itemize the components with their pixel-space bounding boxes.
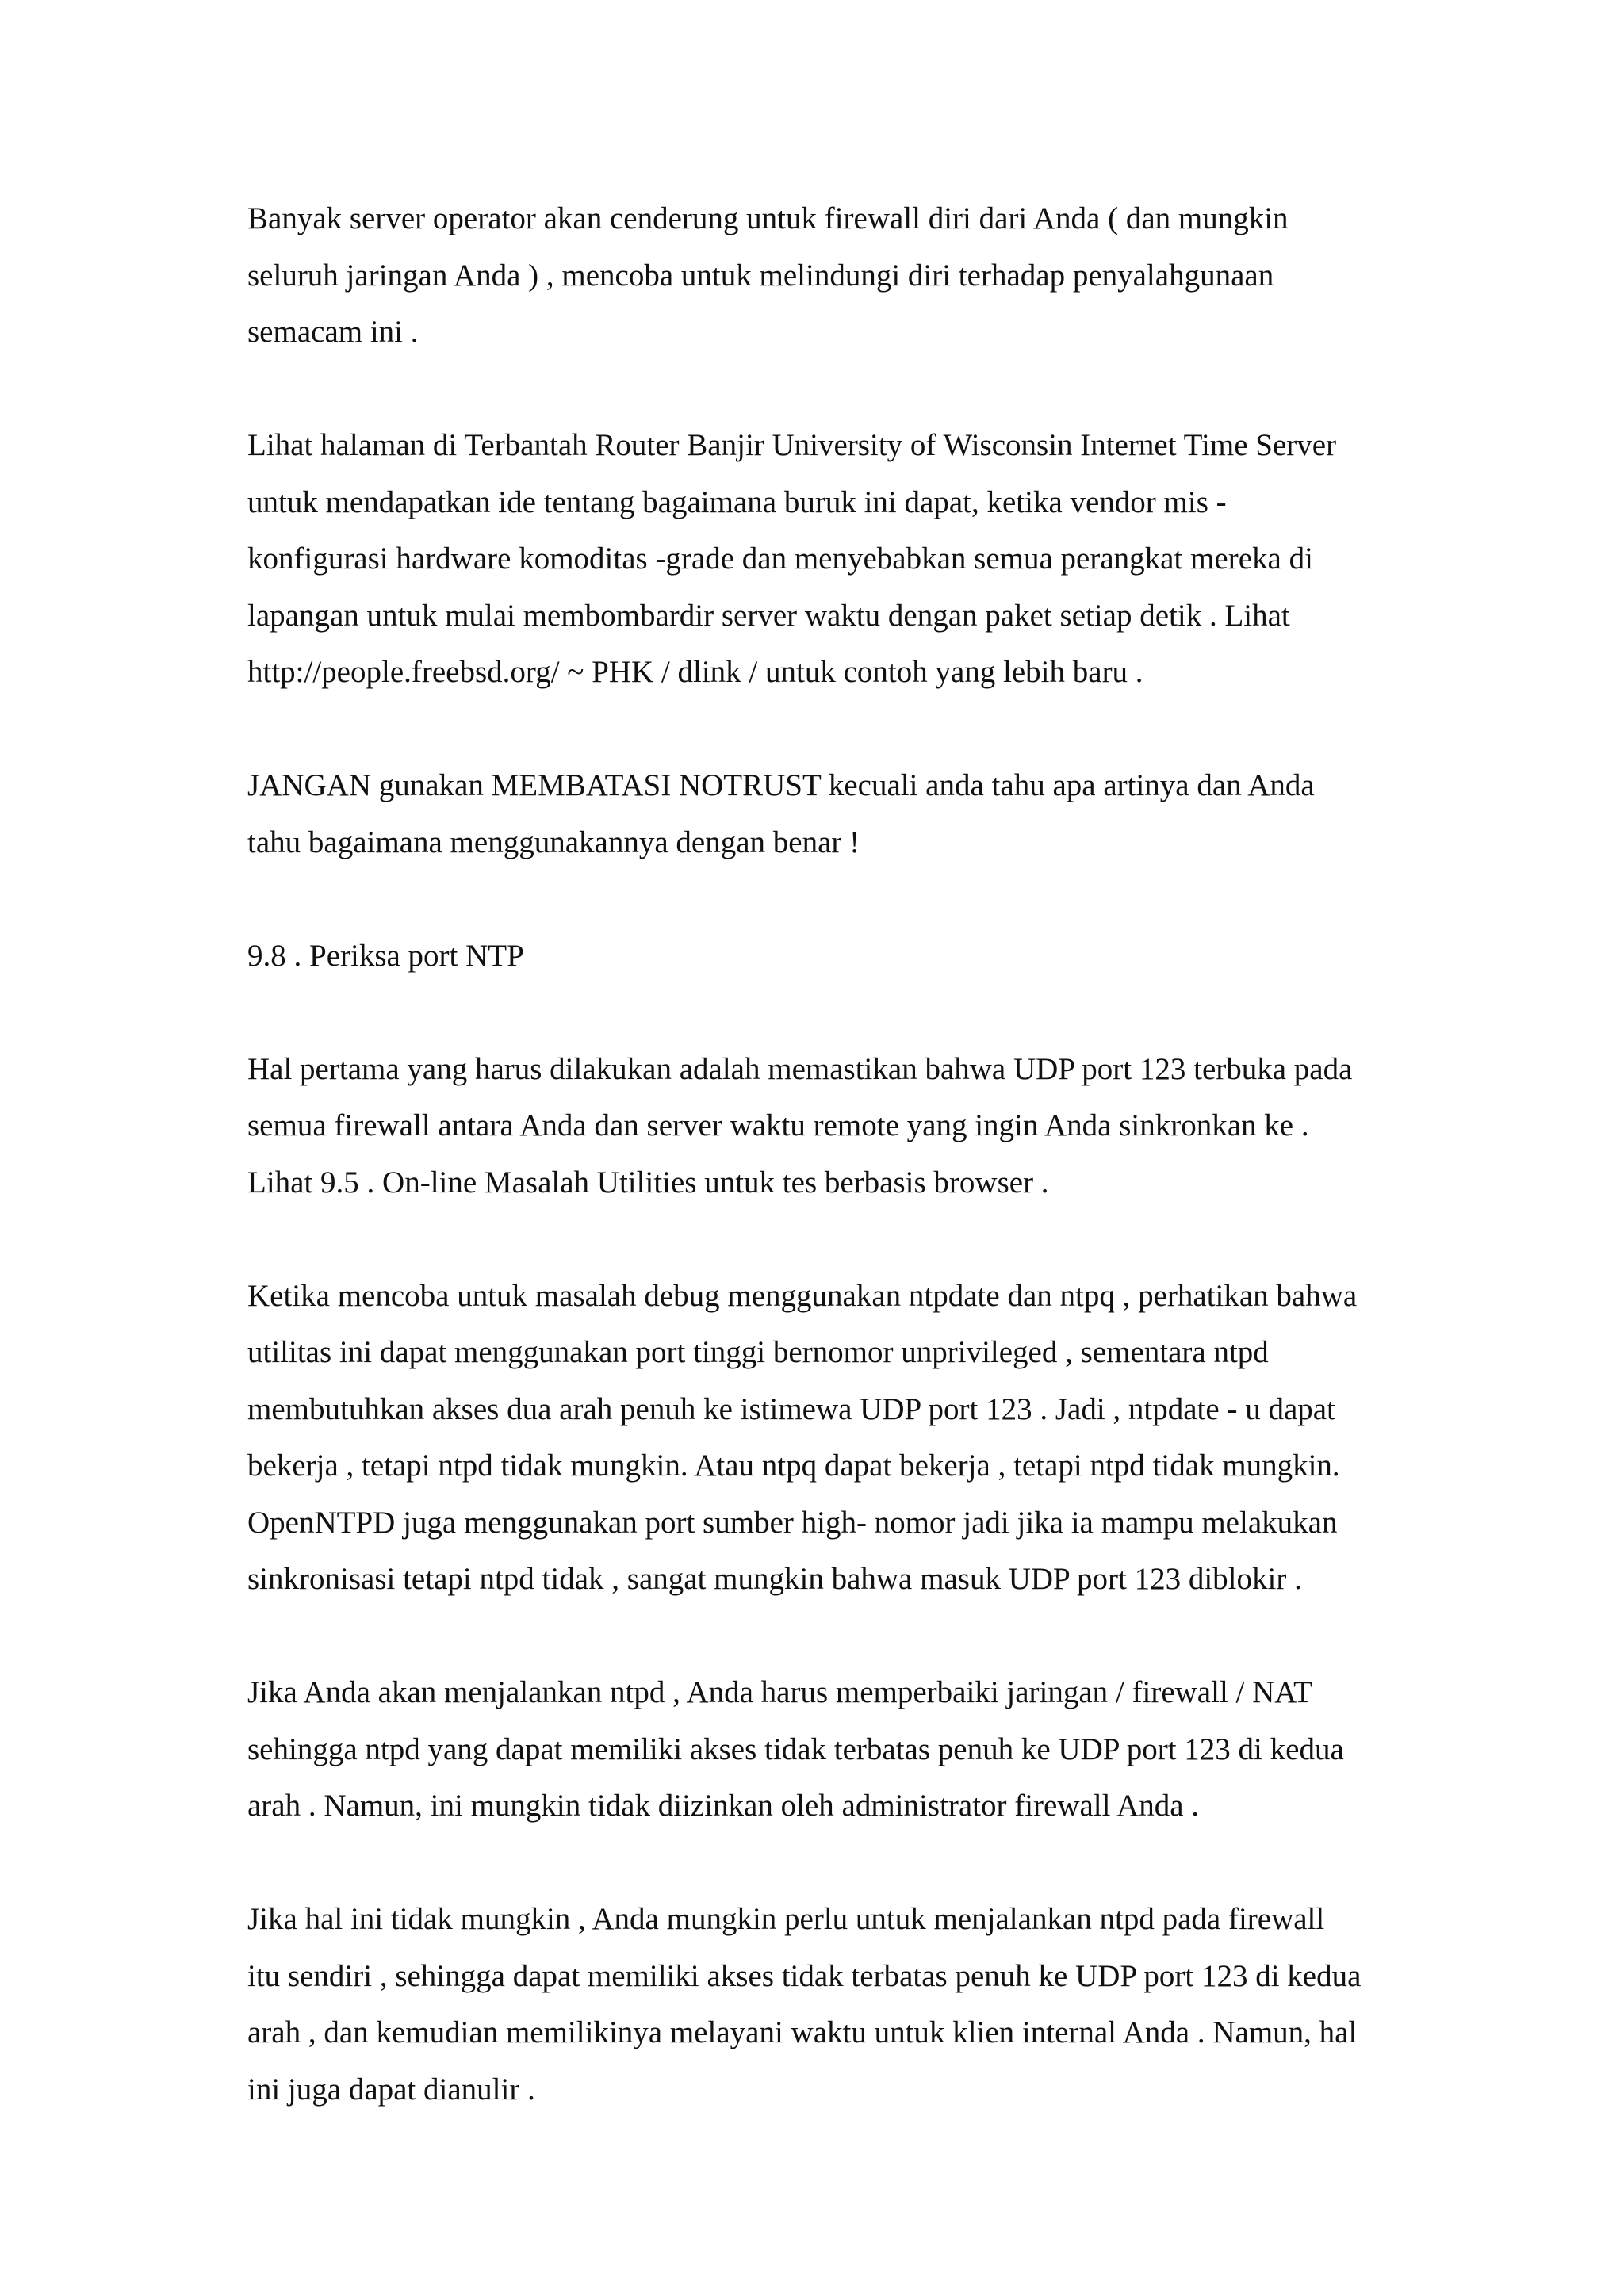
paragraph-firewall-operators: Banyak server operator akan cenderung untuk firewall diri dari Anda ( dan mungkin seluruh jaringan Anda ) , mencoba untuk melindungi diri terhadap penyalahgunaan semacam ini . — [247, 201, 1289, 349]
paragraph-udp-port: Hal pertama yang harus dilakukan adalah memastikan bahwa UDP port 123 terbuka pada semua firewall antara Anda dan server waktu remote yang ingin Anda sinkronkan ke . Lihat 9.5 . On-line Masalah Utilities untuk tes berbasis browser . — [247, 1051, 1353, 1200]
paragraph-firewall-ntpd: Jika hal ini tidak mungkin , Anda mungkin perlu untuk menjalankan ntpd pada firewall itu sendiri , sehingga dapat memiliki akses tidak terbatas penuh ke UDP port 123 di kedua arah , dan kemudian memilikinya melayani waktu untuk klien internal Anda . Namun, hal ini juga dapat dianulir . — [247, 1902, 1362, 2107]
paragraph-run-ntpd: Jika Anda akan menjalankan ntpd , Anda harus memperbaiki jaringan / firewall / NAT sehingga ntpd yang dapat memiliki akses tidak terbatas penuh ke UDP port 123 di kedua arah . Namun, ini mungkin tidak diizinkan oleh administrator firewall Anda . — [247, 1675, 1344, 1823]
document-body — [247, 190, 1453, 2175]
paragraph-notrust-warning: JANGAN gunakan MEMBATASI NOTRUST kecuali anda tahu apa artinya dan Anda tahu bagaimana menggunakannya dengan benar ! — [247, 768, 1315, 859]
paragraph-router-flood: Lihat halaman di Terbantah Router Banjir University of Wisconsin Internet Time Server untuk mendapatkan ide tentang bagaimana buruk ini dapat, ketika vendor mis - konfigurasi hardware komoditas -grade dan menyebabkan semua perangkat mereka di lapangan untuk mulai membombardir server waktu dengan paket setiap detik . Lihat http://people.freebsd.org/ ~ PHK / dlink / untuk contoh yang lebih baru . — [247, 428, 1337, 689]
section-heading: 9.8 . Periksa port NTP — [247, 938, 524, 973]
paragraph-debug-tools: Ketika mencoba untuk masalah debug menggunakan ntpdate dan ntpq , perhatikan bahwa utilitas ini dapat menggunakan port tinggi bernomor unprivileged , sementara ntpd membutuhkan akses dua arah penuh ke istimewa UDP port 123 . Jadi , ntpdate - u dapat bekerja , tetapi ntpd tidak mungkin. Atau ntpq dapat bekerja , tetapi ntpd tidak mungkin. OpenNTPD juga menggunakan port sumber high- nomor jadi jika ia mampu melakukan sinkronisasi tetapi ntpd tidak , sangat mungkin bahwa masuk UDP port 123 diblokir . — [247, 1278, 1358, 1596]
